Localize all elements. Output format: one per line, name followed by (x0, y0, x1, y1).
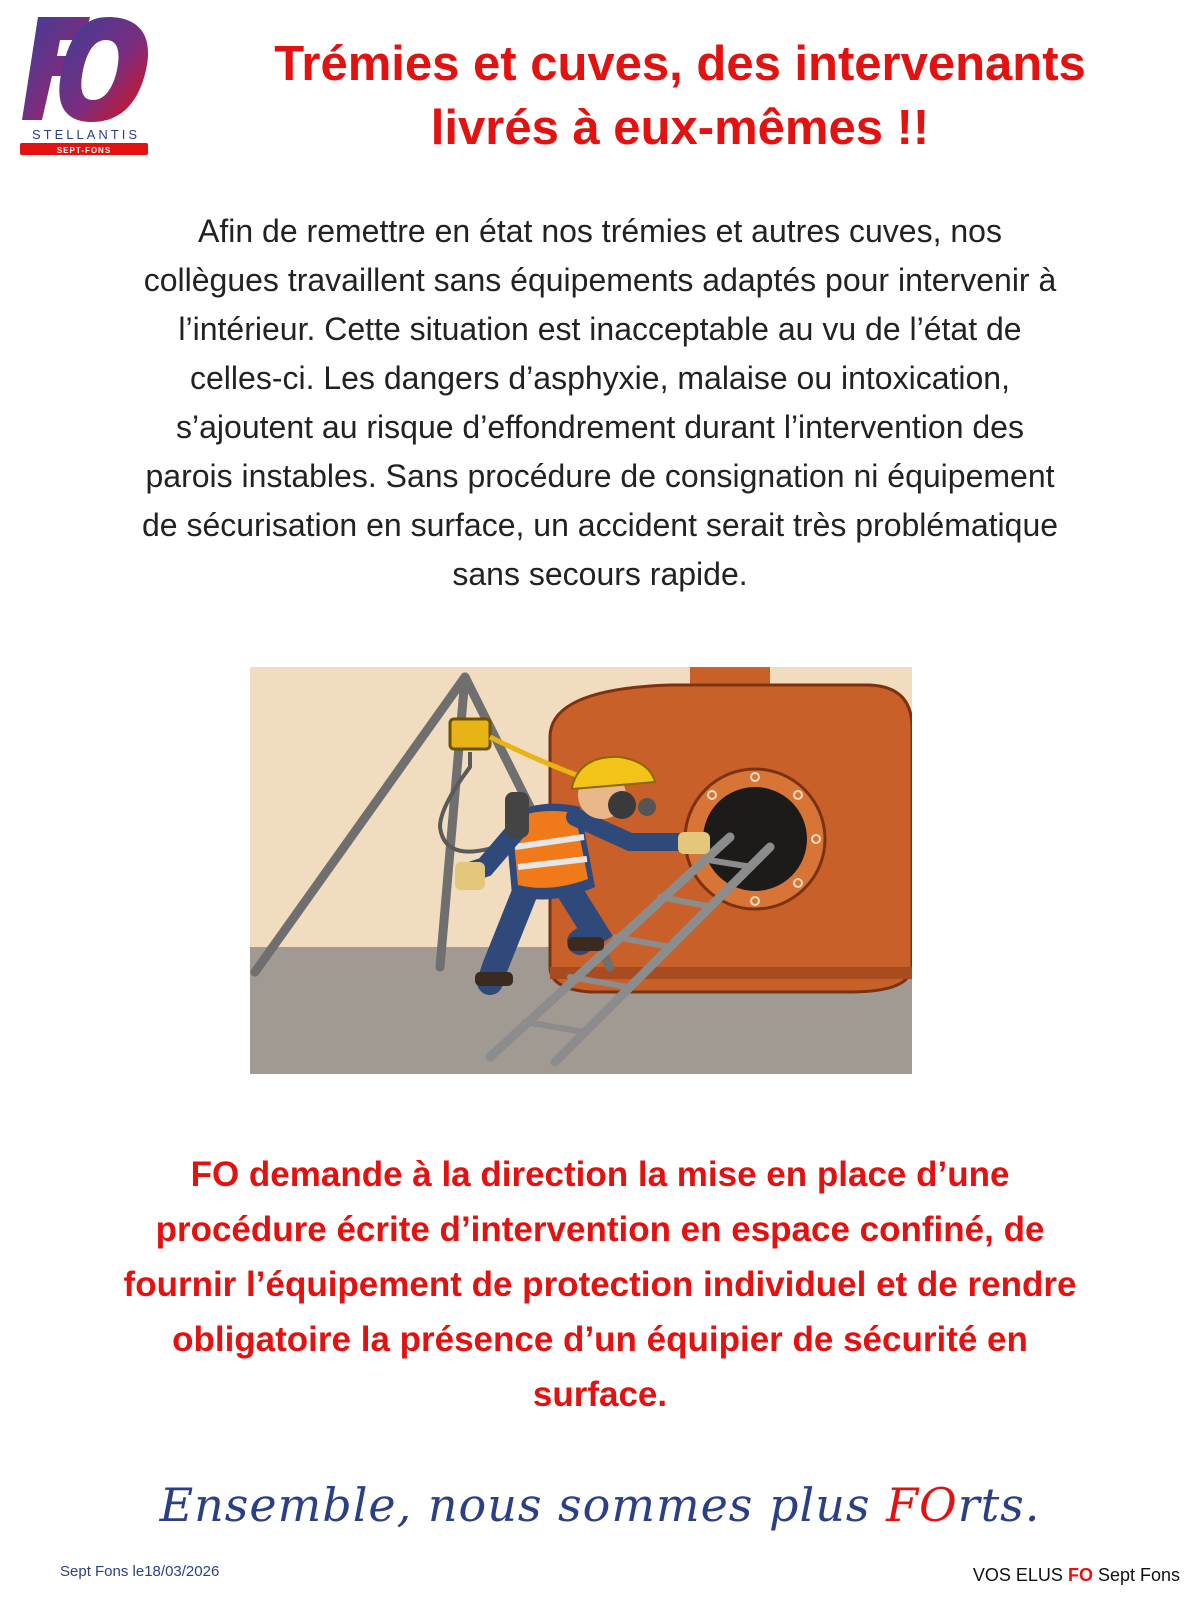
title-line: Trémies et cuves, des intervenants (274, 37, 1086, 91)
slogan-text: Ensemble, nous sommes plus (159, 1478, 887, 1532)
slogan-end: rts. (957, 1478, 1041, 1532)
fo-stellantis-logo (20, 12, 152, 162)
winch (450, 719, 490, 749)
body-line: collègues travaillent sans équipements adaptés pour intervenir à (143, 262, 1057, 298)
demand-line: procédure écrite d’intervention en espace confiné, de (155, 1210, 1045, 1249)
body-paragraph (30, 207, 1170, 599)
demand-line: obligatoire la présence d’un équipier de sécurité en (172, 1320, 1028, 1359)
footer-elus-suffix: Sept Fons (1092, 1565, 1180, 1585)
body-line: celles-ci. Les dangers d’asphyxie, malaise ou intoxication, (190, 360, 1010, 396)
logo-site-text: SEPT-FONS (56, 146, 112, 155)
slogan-fo: FO (886, 1478, 958, 1532)
footer-signature (973, 1565, 1180, 1586)
footer-elus-prefix: VOS ELUS (972, 1565, 1068, 1585)
body-line: s’ajoutent au risque d’effondrement durant l’intervention des (176, 409, 1024, 445)
footer-elus-fo: FO (1067, 1565, 1093, 1585)
demand-statement (20, 1147, 1180, 1422)
footer-date: Sept Fons le18/03/2026 (60, 1563, 220, 1580)
body-line: Afin de remettre en état nos trémies et autres cuves, nos (198, 213, 1002, 249)
demand-line: surface. (532, 1375, 668, 1414)
demand-line: FO demande à la direction la mise en place d’une (190, 1155, 1010, 1194)
body-line: parois instables. Sans procédure de consignation ni équipement (145, 458, 1055, 494)
body-line: l’intérieur. Cette situation est inacceptable au vu de l’état de (178, 311, 1022, 347)
slogan (0, 1478, 1200, 1532)
demand-line: fournir l’équipement de protection individuel et de rendre (123, 1265, 1077, 1304)
body-line: sans secours rapide. (452, 556, 748, 592)
body-line: de sécurisation en surface, un accident serait très problématique (141, 507, 1059, 543)
logo-company-text: STELLANTIS (31, 127, 141, 142)
confined-space-illustration (250, 667, 912, 1074)
title-line: livrés à eux-mêmes !! (430, 101, 930, 155)
page-title (170, 32, 1190, 160)
